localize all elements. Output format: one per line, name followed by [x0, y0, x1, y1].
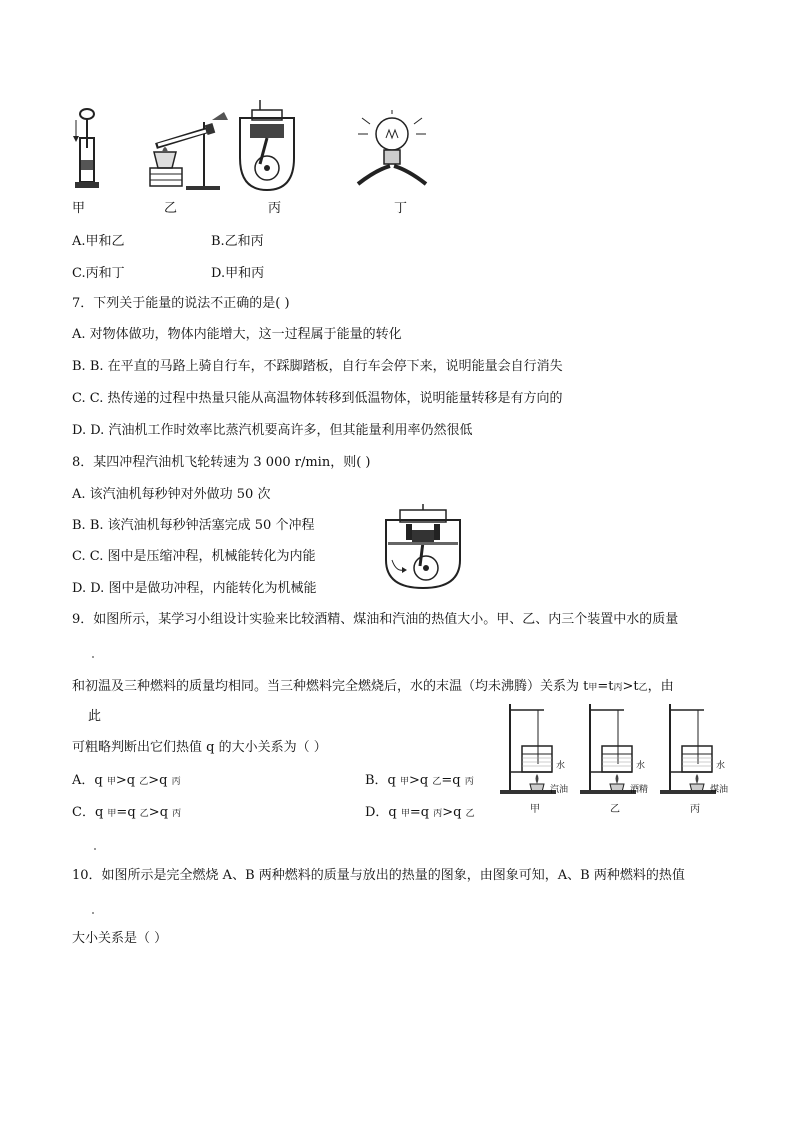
- fire-piston-drawing: [72, 108, 102, 192]
- setup3-label: 丙: [690, 804, 700, 815]
- q6-option-b: B.乙和丙: [211, 234, 264, 249]
- q8-option-c: C. C. 图中是压缩冲程，机械能转化为内能: [72, 549, 316, 564]
- device-label-bing: 丙: [268, 201, 282, 216]
- setup2-water-label: 水: [636, 761, 646, 771]
- setup1-water-label: 水: [556, 761, 566, 771]
- q7-option-b: B. B. 在平直的马路上骑自行车，不踩脚踏板，自行车会停下来，说明能量会自行消失: [72, 359, 563, 374]
- q9-line-3: 此: [88, 709, 102, 724]
- q9-option-b: B．q 甲>q 乙=q 丙: [365, 773, 474, 788]
- setup2-fuel-label: 酒精: [630, 785, 649, 795]
- q9-option-c: C．q 甲=q 乙>q 丙: [72, 805, 182, 820]
- q7-option-a: A. 对物体做功，物体内能增大，这一过程属于能量的转化: [72, 327, 402, 342]
- q8-stem: 8．某四冲程汽油机飞轮转速为 3 000 r/min，则( ): [72, 455, 371, 470]
- engine-cylinder-drawing: [236, 100, 298, 194]
- device-label-yi: 乙: [164, 201, 178, 216]
- q8-option-d: D. D. 图中是做功冲程，内能转化为机械能: [72, 581, 317, 596]
- q9-line-1: 9．如图所示，某学习小组设计实验来比较酒精、煤油和汽油的热值大小。甲、乙、内三个装置中水的质量: [72, 612, 679, 627]
- q10-line-2: 大小关系是（ ）: [72, 931, 168, 946]
- q8-option-a: A. 该汽油机每秒钟对外做功 50 次: [72, 487, 271, 502]
- q10-line-1: 10．如图所示是完全燃烧 A、B 两种燃料的质量与放出的热量的图象，由图象可知，A、B 两种燃料的热值: [72, 868, 685, 883]
- q6-option-c: C.丙和丁: [72, 266, 125, 281]
- setup2-label: 乙: [610, 804, 620, 815]
- q6-option-d: D.甲和丙: [211, 266, 265, 281]
- test-tube-heating-drawing: [146, 112, 236, 192]
- q9-line-4: 可粗略判断出它们热值 q 的大小关系为（ ）: [72, 740, 327, 755]
- q6-option-a: A.甲和乙: [72, 234, 125, 249]
- light-bulb-drawing: [356, 110, 432, 190]
- q9-line-2: 和初温及三种燃料的质量均相同。当三种燃料完全燃烧后，水的末温（均未沸腾）关系为 t甲=t丙>t乙，由: [72, 679, 674, 694]
- engine-stroke-drawing: [380, 504, 466, 590]
- setup3-fuel-label: 煤油: [710, 785, 729, 795]
- setup3-water-label: 水: [716, 761, 726, 771]
- setup1-label: 甲: [530, 804, 540, 815]
- q8-option-b: B. B. 该汽油机每秒钟活塞完成 50 个冲程: [72, 518, 315, 533]
- device-label-jia: 甲: [72, 201, 86, 216]
- q7-stem: 7．下列关于能量的说法不正确的是( ): [72, 296, 290, 311]
- q9-option-d: D．q 甲=q 丙>q 乙: [365, 805, 475, 820]
- heat-value-experiment-drawing: [498, 702, 732, 814]
- device-label-ding: 丁: [394, 201, 408, 216]
- q9-option-a: A．q 甲>q 乙>q 丙: [72, 773, 181, 788]
- setup1-fuel-label: 汽油: [550, 785, 569, 795]
- q7-option-d: D. D. 汽油机工作时效率比蒸汽机要高许多，但其能量利用率仍然很低: [72, 423, 473, 438]
- q7-option-c: C. C. 热传递的过程中热量只能从高温物体转移到低温物体，说明能量转移是有方向的: [72, 391, 563, 406]
